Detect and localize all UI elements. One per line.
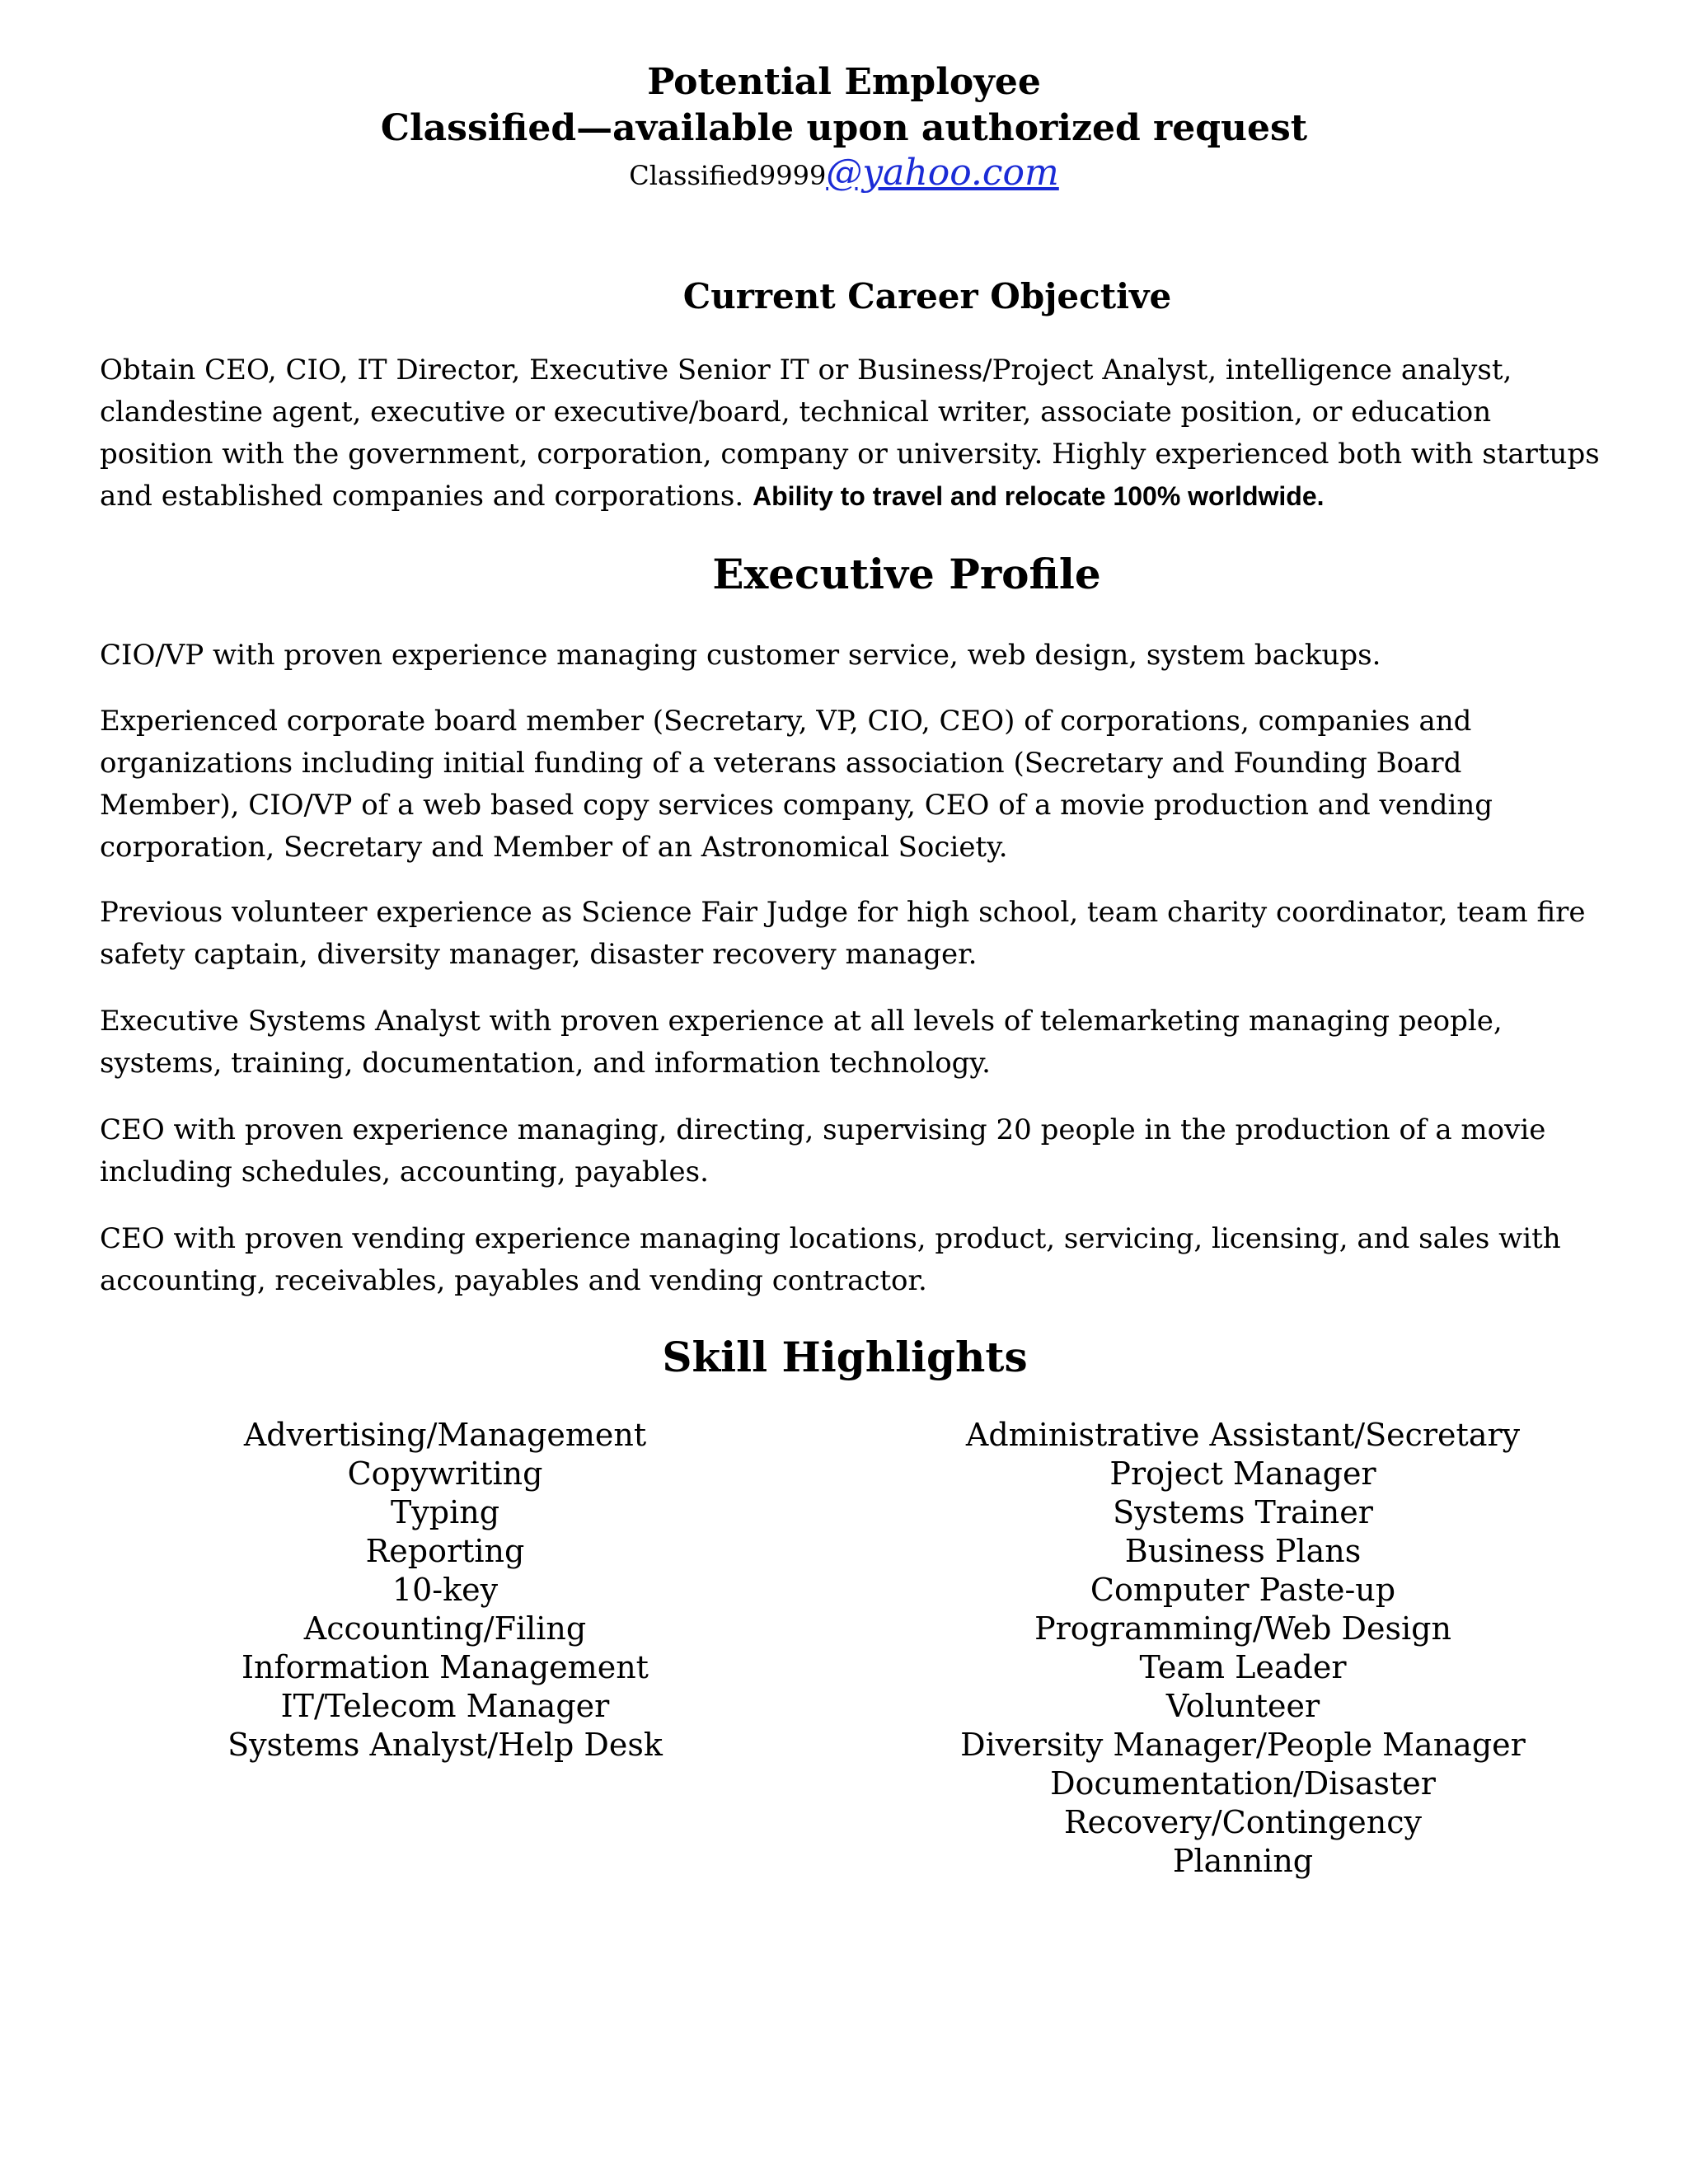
- email-address: [0, 148, 1688, 200]
- skill-item: Programming/Web Design: [1034, 1610, 1451, 1647]
- skill-item: Copywriting: [347, 1455, 543, 1492]
- profile-heading: Executive Profile: [712, 550, 1101, 598]
- skill-item: 10-key: [392, 1572, 499, 1608]
- skill-item: Accounting/Filing: [303, 1610, 587, 1647]
- profile-paragraph: CIO/VP with proven experience managing customer service, web design, system backups.: [100, 639, 1381, 672]
- profile-paragraph: CEO with proven experience managing, directing, supervising 20 people in the production of a movie including schedules, accounting, payables.: [100, 1113, 1546, 1188]
- skill-item: Advertising/Management: [243, 1417, 647, 1453]
- profile-paragraph: CEO with proven vending experience managing locations, product, servicing, licensing, and sales with accounting, receivables, payables and vending contractor.: [100, 1222, 1561, 1297]
- skill-item: Systems Trainer: [1113, 1494, 1373, 1530]
- skills-heading: Skill Highlights: [662, 1333, 1028, 1381]
- skill-item: Volunteer: [1165, 1688, 1320, 1724]
- objective-text: Obtain CEO, CIO, IT Director, Executive Senior IT or Business/Project Analyst, intelligence analyst, clandestine agent, executive or executive/board, technical writer, associate position, or education position with the government, corporation, company or university. Highly experienced both with startups and established companies and corporations.: [100, 354, 1600, 513]
- candidate-name: Potential Employee: [647, 61, 1041, 103]
- skill-item: Business Plans: [1124, 1533, 1362, 1569]
- objective-heading: Current Career Objective: [682, 276, 1172, 316]
- profile-paragraph: Executive Systems Analyst with proven experience at all levels of telemarketing managing people, systems, training, documentation, and information technology.: [100, 1005, 1503, 1080]
- skill-item: Reporting: [365, 1533, 525, 1569]
- skills-list-left: [198, 1416, 692, 1765]
- email-domain-link[interactable]: @yahoo.com: [826, 152, 1059, 194]
- email-user: Classified9999: [629, 160, 827, 191]
- skill-item: Computer Paste-up: [1090, 1572, 1396, 1608]
- skills-list-right: [880, 1416, 1606, 1881]
- skill-item: Typing: [390, 1494, 500, 1530]
- skill-item: Systems Analyst/Help Desk: [227, 1727, 663, 1763]
- skill-item: Information Management: [241, 1649, 649, 1685]
- contact-note: Classified—available upon authorized request: [380, 107, 1308, 149]
- profile-paragraph: Previous volunteer experience as Science Fair Judge for high school, team charity coordinator, team fire safety captain, diversity manager, disaster recovery manager.: [100, 896, 1586, 971]
- skill-item: Diversity Manager/People Manager: [960, 1727, 1526, 1763]
- profile-paragraph: Experienced corporate board member (Secretary, VP, CIO, CEO) of corporations, companies and organizations including initial funding of a veterans association (Secretary and Founding Board Member), CIO/VP of a web based copy services company, CEO of a movie production and vending corporation, Secretary and Member of an Astronomical Society.: [100, 705, 1493, 864]
- skill-item: Administrative Assistant/Secretary: [965, 1417, 1521, 1453]
- skill-item: IT/Telecom Manager: [280, 1688, 610, 1724]
- objective-paragraph: [100, 349, 1600, 518]
- objective-travel-note: Ability to travel and relocate 100% worldwide.: [752, 481, 1325, 511]
- skill-item: Documentation/Disaster Recovery/Contingency: [1050, 1765, 1436, 1840]
- skill-item: Team Leader: [1139, 1649, 1347, 1685]
- skill-item: Planning: [1172, 1843, 1314, 1879]
- skill-item: Project Manager: [1109, 1455, 1376, 1492]
